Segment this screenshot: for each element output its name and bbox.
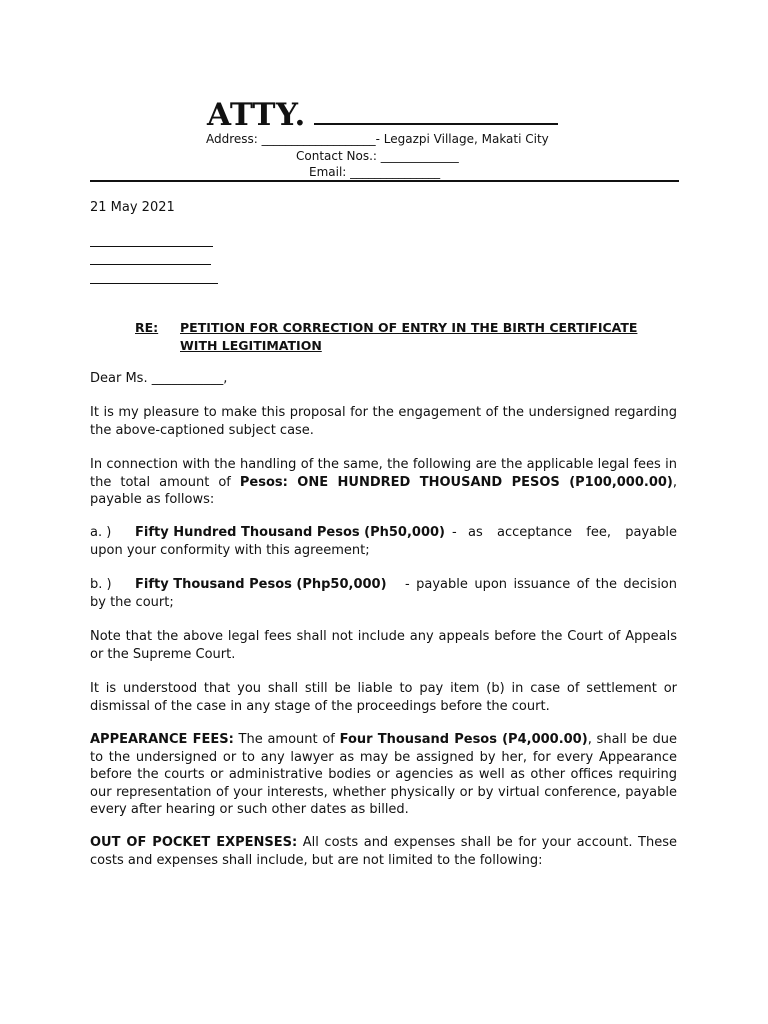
recipient-blank-line bbox=[90, 246, 213, 247]
paragraph-intro: It is my pleasure to make this proposal for the engagement of the undersigned regarding the above-captioned subject case. bbox=[90, 405, 677, 438]
salutation: Dear Ms. ___________, bbox=[90, 371, 228, 386]
subject-line-2: WITH LEGITIMATION bbox=[180, 337, 322, 353]
fee-item-b-label: b. ) bbox=[90, 577, 112, 592]
fee-item-b-amount: Fifty Thousand Pesos (Php50,000) bbox=[135, 577, 387, 592]
paragraph-appearance-fees: APPEARANCE FEES: The amount of Four Thousand Pesos (P4,000.00), shall be due to the undersigned or to any lawyer as may be assigned by her, for every Appearance before the courts or administrative bodies or agencies as well as other offices requiring our representation of your interests, whether physically or by virtual conference, payable every after hearing or such other dates as billed. bbox=[90, 732, 677, 817]
fee-item-a-text: as acceptance fee, payable upon your conformity with this agreement; bbox=[90, 525, 677, 558]
expenses-heading: OUT OF POCKET EXPENSES: bbox=[90, 835, 298, 850]
letterhead-title: ATTY. bbox=[207, 96, 558, 134]
attorney-name-blank bbox=[314, 97, 558, 125]
fee-item-a-amount: Fifty Hundred Thousand Pesos (Ph50,000) bbox=[135, 525, 445, 540]
total-fee-amount: Pesos: ONE HUNDRED THOUSAND PESOS (P100,000.00) bbox=[239, 474, 673, 490]
recipient-blank-line bbox=[90, 283, 218, 284]
subject-text bbox=[180, 319, 680, 354]
paragraph-expenses: OUT OF POCKET EXPENSES: All costs and expenses shall be for your account. These costs and expenses shall include, but are not limited to the following: bbox=[90, 835, 678, 868]
letter-date: 21 May 2021 bbox=[90, 200, 175, 215]
paragraph-exclusions: Note that the above legal fees shall not include any appeals before the Court of Appeals or the Supreme Court. bbox=[90, 629, 677, 662]
recipient-blank-line bbox=[90, 264, 211, 265]
letterhead-email: Email: _______________ bbox=[309, 165, 441, 179]
letterhead-contact: Contact Nos.: _____________ bbox=[296, 149, 459, 163]
letterhead-divider bbox=[90, 180, 679, 182]
paragraph-liability: It is understood that you shall still be liable to pay item (b) in case of settlement or dismissal of the case in any stage of the proceedings before the court. bbox=[90, 681, 677, 714]
fee-item-a-label: a. ) bbox=[90, 525, 112, 540]
fee-item-a-dash: - bbox=[452, 525, 457, 540]
paragraph-fees: In connection with the handling of the same, the following are the applicable legal fees in the total amount of Pesos: ONE HUNDRED THOUSAND PESOS (P100,000.00), payable as follows: bbox=[90, 457, 678, 507]
subject-re: RE: bbox=[135, 320, 159, 335]
appearance-fee-amount: Four Thousand Pesos (P4,000.00) bbox=[339, 732, 588, 747]
letterhead-address: Address: ___________________- Legazpi Village, Makati City bbox=[206, 132, 549, 146]
fee-item-b-text: - payable upon issuance of the decision by the court; bbox=[90, 577, 677, 610]
subject-line-1: PETITION FOR CORRECTION OF ENTRY IN THE BIRTH CERTIFICATE bbox=[180, 320, 638, 335]
appearance-fees-heading: APPEARANCE FEES: bbox=[90, 732, 234, 747]
